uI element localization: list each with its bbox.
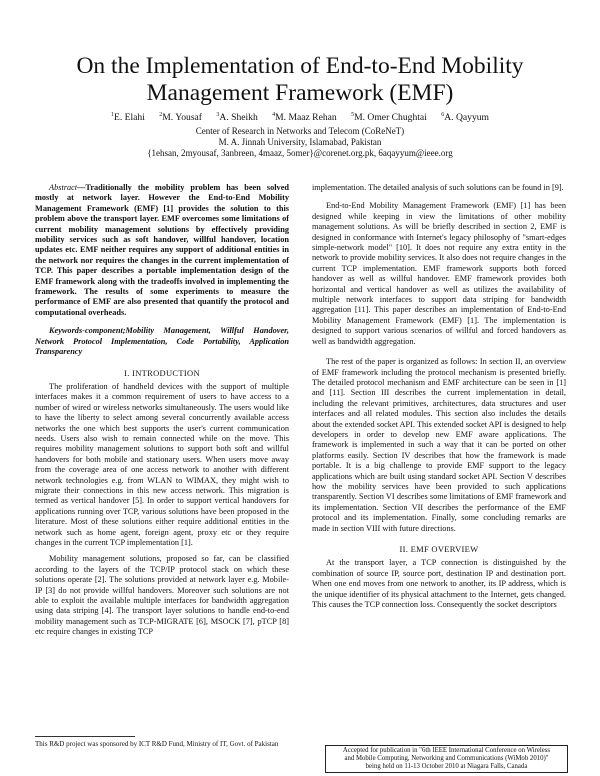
right-column (312, 183, 566, 610)
author-5-index: 5 (351, 112, 355, 118)
conference-line-1: Accepted for publication in "6th IEEE International Conference on Wireless (342, 747, 551, 754)
intro-paragraph-2: Mobility management solutions, proposed so far, can be classified according to the layers of the TCP/IP protocol stack on which these solutions operate [2]. The solutions provided at network layer e.g. Mobile-IP [3] do not provide willful handovers. Moreover such solutions are not able to exploit the available multiple interfaces for bandwidth aggregation using data striping [4]. The transport layer solutions to handle end-to-end mobility management such as TCP-MIGRATE [6], MSOCK [7], pTCP [8] etc require changes in existing TCP (35, 554, 289, 637)
intro-paragraph-1: The proliferation of handheld devices with the support of multiple interfaces makes it a common requirement of users to have access to a number of wired or wireless networks simultaneously. The users would like to have the liberty to select among several concurrently available access networks the one which best supports the user's current communication needs. Users also wish to remain connected while on the move. This requires mobility management solutions to support both soft and willful handovers for both mobile and stationary users. When users move away from the coverage area of one access network to another with different network technologies e.g. from WLAN to WIMAX, they might wish to migrate their connections in this new access network. This migration is termed as vertical handover [5]. In order to support vertical handovers for applications running over TCP, various solutions have been proposed in the literature. Most of these solutions either require additional entities in the network such as home agent, foreign agent, proxy etc or they require changes in the current TCP implementation [1]. (35, 381, 289, 547)
conference-acceptance-box (325, 745, 568, 773)
title-line-2: Management Framework (EMF) (146, 80, 454, 106)
author-2: M. Yousaf (162, 112, 202, 124)
author-1: E. Elahi (113, 112, 145, 124)
author-6-index: 6 (441, 112, 445, 118)
section-heading-emf-overview: II. EMF OVERVIEW (399, 544, 479, 554)
author-1-index: 1 (110, 112, 114, 118)
author-5: M. Omer Chughtai (354, 112, 427, 124)
author-3-index: 3 (216, 112, 220, 118)
author-6: A. Qayyum (444, 112, 489, 124)
right-paragraph-3: The rest of the paper is organized as follows: In section II, an overview of EMF framework including the protocol mechanism is presented briefly. The detailed protocol mechanism and EMF architecture can be seen in [1] and [11]. Section III describes the current implementation in detail, including the relevant primitives, architectures, data structures and user interfaces and all related modules. This section also includes the details about the extended socket API. This extended socket API is designed to help developers in order to develop new EMF aware applications. The framework is implemented in such a way that it can be ported on other platforms easily. Section IV describes that how the framework is made portable. It is a big challenge to provide EMF support to the legacy applications which are built using standard socket API. Section V describes how the mobility services have been provided to such applications transparently. Section VI describes some limitations of EMF framework and its implementation. Section VII describes the performance of the EMF protocol and its implementation. Finally, some concluding remarks are made in section VIII with future directions. (312, 357, 567, 533)
keywords: Keywords-component;Mobility Management, Willful Handover, Network Protocol Implementation, Code Portability, Application Transparency (35, 326, 289, 357)
author-2-index: 2 (159, 112, 163, 118)
right-paragraph-2: End-to-End Mobility Management Framework (EMF) [1] has been designed while keeping in view the limitations of other mobility management solutions. As will be briefly described in section 2, EMF is designed in conformance with Internet's legacy philosophy of "smart-edges simple-network model" [10]. It does not require any extra entity in the network to provide mobility services. It also does not require changes in the current TCP implementation. EMF framework supports both forced handover as well as willful handover. EMF framework provides both horizontal and vertical handover as well as utilizes the availability of multiple network interfaces to support data striping for bandwidth aggregation [11]. This paper describes an implementation of End-to-End Mobility Management Framework (EMF) [1]. The implementation is designed to support various scenarios of willful and forced handovers as well as bandwidth aggregation. (312, 201, 566, 346)
funding-footnote: This R&D project was sponsored by ICT R&D Fund, Ministry of IT, Govt. of Pakistan (35, 740, 279, 748)
abstract-text: —Traditionally the mobility problem has been solved mostly at network layer. However the End-to-End Mobility Management Framework (EMF) [1] provides the solution to this problem above the transport layer. EMF overcomes some limitations of current mobility management solutions by effectively providing mobility services such as soft handover, willful handover, location updates etc. EMF neither requires any support of additional entities in the network nor requires the changes in the current implementation of TCP. This paper describes a portable implementation design of the EMF framework along with the tradeoffs involved in implementing the framework. The results of some experiments to measure the performance of EMF are also presented that quantify the protocol and computational overheads. (35, 183, 289, 317)
paper-title (40, 53, 560, 107)
affiliation (30, 126, 570, 158)
right-paragraph-1: implementation. The detailed analysis of such solutions can be found in [9]. (312, 183, 564, 192)
abstract-label: Abstract (49, 183, 78, 192)
author-3: A. Sheikh (219, 112, 258, 124)
footnote-divider (35, 736, 135, 737)
author-4-index: 4 (272, 112, 276, 118)
affiliation-center: Center of Research in Networks and Telecom (CoReNeT) (195, 126, 405, 136)
title-line-1: On the Implementation of End-to-End Mobility (76, 53, 524, 79)
conference-line-3: being held on 11-13 October 2010 at Niagara Falls, Canada (365, 763, 528, 770)
affiliation-university: M. A. Jinnah University, Islamabad, Pakistan (218, 136, 382, 147)
affiliation-emails: {1ehsan, 2myousaf, 3anbreen, 4maaz, 5omer}@corenet.org.pk, 6aqayyum@ieee.org (147, 147, 453, 158)
author-list (30, 109, 570, 124)
abstract (35, 183, 289, 318)
emf-overview-paragraph: At the transport layer, a TCP connection is distinguished by the combination of source IP, source port, destination IP and destination port. When one end moves from one network to another, its IP address, which is the unique identifier of its physical attachment to the Internet, gets changed. This causes the TCP connection loss. Consequently the socket descriptors (312, 558, 566, 610)
author-4: M. Maaz Rehan (275, 112, 337, 124)
conference-line-2: and Mobile Computing, Networking and Communications (WiMob 2010)" (344, 755, 549, 762)
section-heading-introduction: I. INTRODUCTION (124, 367, 200, 378)
left-column (35, 183, 289, 638)
